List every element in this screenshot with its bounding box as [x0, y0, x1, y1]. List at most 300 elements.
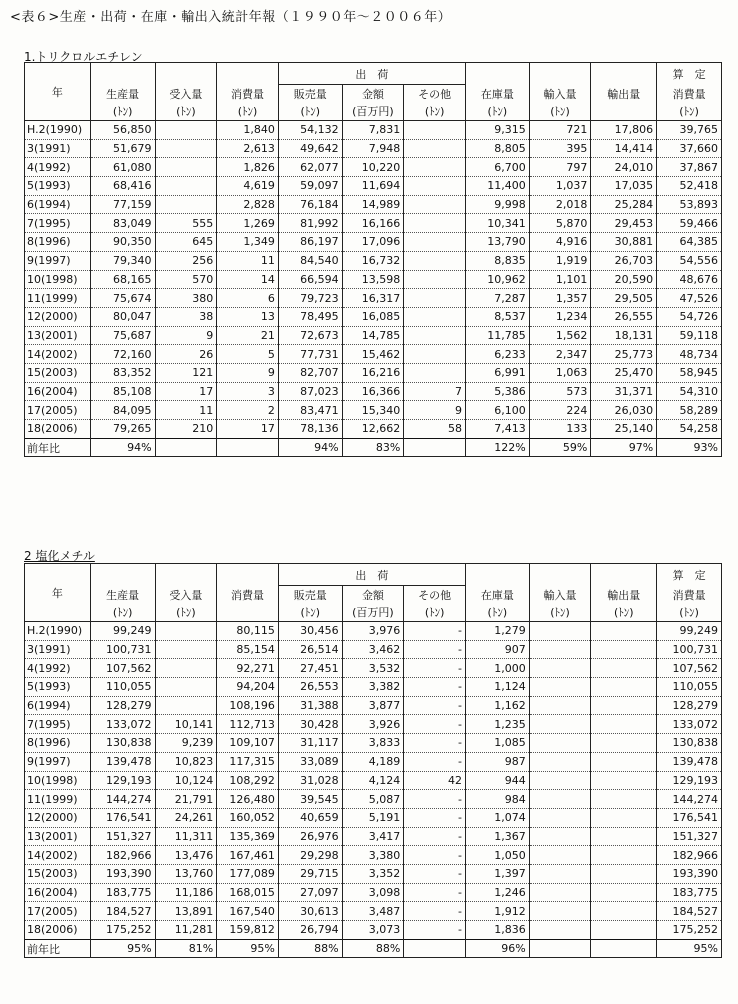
table-cell: 25,470	[591, 363, 657, 382]
table-cell: 2,018	[529, 195, 591, 214]
table-cell: 1,085	[465, 734, 529, 753]
header-exports-top	[591, 564, 657, 586]
table-cell	[591, 808, 657, 827]
table-cell	[529, 846, 591, 865]
table-cell: 128,279	[657, 696, 722, 715]
table-cell: 11,785	[465, 326, 529, 345]
table-cell: 175,252	[90, 921, 155, 940]
table-cell: 99,249	[657, 622, 722, 641]
table-cell: 58	[404, 420, 466, 439]
table-cell: 11,186	[155, 883, 217, 902]
table-cell: -	[404, 790, 466, 809]
table-cell	[155, 158, 217, 177]
ratio-cell	[529, 939, 591, 958]
table-cell: 64,385	[657, 233, 722, 252]
table-cell: -	[404, 808, 466, 827]
table-cell: 168,015	[217, 883, 279, 902]
header-unit: (百万円)	[342, 604, 404, 622]
table-cell: 16,732	[342, 251, 404, 270]
table-cell: 151,327	[657, 827, 722, 846]
table-cell: 51,679	[90, 139, 155, 158]
table-cell: 9,239	[155, 734, 217, 753]
table-cell	[404, 195, 466, 214]
table-cell: 26,794	[278, 921, 342, 940]
table-cell: 193,390	[90, 864, 155, 883]
table-cell: 987	[465, 752, 529, 771]
table-cell: 3,462	[342, 640, 404, 659]
table-cell: 3,532	[342, 659, 404, 678]
table-row	[25, 270, 722, 289]
table-cell	[155, 121, 217, 140]
table-cell: 210	[155, 420, 217, 439]
table-cell: 3,382	[342, 678, 404, 697]
table-cell: 984	[465, 790, 529, 809]
table-cell: 6,100	[465, 401, 529, 420]
table-cell: 61,080	[90, 158, 155, 177]
table-cell: 58,289	[657, 401, 722, 420]
ratio-cell: 96%	[465, 939, 529, 958]
table-cell	[529, 808, 591, 827]
table-cell: 100,731	[90, 640, 155, 659]
table-cell: 907	[465, 640, 529, 659]
table-cell: 14	[217, 270, 279, 289]
table-cell: 40,659	[278, 808, 342, 827]
table-cell: 24,261	[155, 808, 217, 827]
table-cell: 27,097	[278, 883, 342, 902]
table-cell: 721	[529, 121, 591, 140]
ratio-cell: 97%	[591, 438, 657, 457]
table-cell: 94,204	[217, 678, 279, 697]
table-cell: 7,413	[465, 420, 529, 439]
table-cell: 79,723	[278, 289, 342, 308]
table-cell: 645	[155, 233, 217, 252]
table-cell: 5,087	[342, 790, 404, 809]
table-cell: -	[404, 696, 466, 715]
row-year-cell: 6(1994)	[25, 195, 91, 214]
ratio-label: 前年比	[25, 438, 91, 457]
table-cell: 133,072	[657, 715, 722, 734]
row-year-cell: 18(2006)	[25, 921, 91, 940]
header-unit: (百万円)	[342, 103, 404, 121]
table-cell: -	[404, 715, 466, 734]
table-cell: 7,948	[342, 139, 404, 158]
table-cell: -	[404, 846, 466, 865]
table-cell: 1,826	[217, 158, 279, 177]
table-cell: 130,838	[657, 734, 722, 753]
table-cell: 29,453	[591, 214, 657, 233]
table-cell	[529, 771, 591, 790]
table-cell	[591, 790, 657, 809]
table-cell: 48,734	[657, 345, 722, 364]
header-calc-top: 算 定	[657, 63, 722, 85]
table-cell: -	[404, 827, 466, 846]
table-cell: 107,562	[657, 659, 722, 678]
header-inventory-top	[465, 63, 529, 85]
table-cell: 72,160	[90, 345, 155, 364]
table-row	[25, 790, 722, 809]
row-year-cell: 14(2002)	[25, 345, 91, 364]
header-unit: (ﾄﾝ)	[278, 103, 342, 121]
stats-table-trichloroethylene	[24, 62, 722, 457]
table-cell: 84,540	[278, 251, 342, 270]
row-year-cell: 4(1992)	[25, 659, 91, 678]
row-year-cell: 5(1993)	[25, 678, 91, 697]
table-cell	[155, 659, 217, 678]
table-cell: 139,478	[90, 752, 155, 771]
table-cell: 3,380	[342, 846, 404, 865]
table-cell	[404, 307, 466, 326]
table-cell: 1,037	[529, 177, 591, 196]
table-cell	[155, 139, 217, 158]
ratio-row	[25, 438, 722, 457]
table-cell: 3,417	[342, 827, 404, 846]
row-year-cell: 8(1996)	[25, 734, 91, 753]
table-cell	[591, 678, 657, 697]
table-cell: 126,480	[217, 790, 279, 809]
table-cell: 30,881	[591, 233, 657, 252]
header-unit	[591, 103, 657, 121]
table-cell: 6	[217, 289, 279, 308]
header-imports: 輸入量	[529, 85, 591, 103]
table-cell: 2	[217, 401, 279, 420]
table-cell: 184,527	[657, 902, 722, 921]
header-other: その他	[404, 85, 466, 103]
table-cell: 135,369	[217, 827, 279, 846]
table-cell: 29,715	[278, 864, 342, 883]
table-cell: 31,371	[591, 382, 657, 401]
table-cell	[591, 734, 657, 753]
table-cell: 79,340	[90, 251, 155, 270]
table-cell: 3,877	[342, 696, 404, 715]
table-row	[25, 752, 722, 771]
table-cell: 1,124	[465, 678, 529, 697]
ratio-cell	[155, 438, 217, 457]
table-cell: 112,713	[217, 715, 279, 734]
ratio-cell: 95%	[657, 939, 722, 958]
table-cell: 167,461	[217, 846, 279, 865]
header-unit: (ﾄﾝ)	[278, 604, 342, 622]
table-row	[25, 195, 722, 214]
table-cell: 29,505	[591, 289, 657, 308]
table-row	[25, 640, 722, 659]
table-row	[25, 289, 722, 308]
table-cell: 944	[465, 771, 529, 790]
table-cell: 85,154	[217, 640, 279, 659]
table-cell: 26,555	[591, 307, 657, 326]
table-cell: 1,349	[217, 233, 279, 252]
table-cell: 1,050	[465, 846, 529, 865]
table-cell: 133	[529, 420, 591, 439]
table-cell: 48,676	[657, 270, 722, 289]
header-exports-top	[591, 63, 657, 85]
table-row	[25, 883, 722, 902]
table-cell	[404, 139, 466, 158]
table-cell	[591, 752, 657, 771]
table-cell	[404, 289, 466, 308]
table-cell: 49,642	[278, 139, 342, 158]
table-cell: 1,235	[465, 715, 529, 734]
table-cell: 10,823	[155, 752, 217, 771]
header-consumption: 消費量	[217, 586, 279, 604]
table-cell: 30,613	[278, 902, 342, 921]
table-cell: 133,072	[90, 715, 155, 734]
table-cell: 159,812	[217, 921, 279, 940]
table-cell: -	[404, 678, 466, 697]
table-cell: 38	[155, 307, 217, 326]
table-cell: -	[404, 640, 466, 659]
table-cell: 193,390	[657, 864, 722, 883]
table-cell	[155, 696, 217, 715]
table-cell: -	[404, 921, 466, 940]
table-cell: 13,476	[155, 846, 217, 865]
table-cell: 17,035	[591, 177, 657, 196]
table-cell: 16,317	[342, 289, 404, 308]
table-row	[25, 233, 722, 252]
table-cell: 2,347	[529, 345, 591, 364]
header-unit: (ﾄﾝ)	[529, 103, 591, 121]
table-cell: 8,805	[465, 139, 529, 158]
header-exports: 輸出量	[591, 586, 657, 604]
table-cell	[404, 363, 466, 382]
header-unit	[217, 604, 279, 622]
row-year-cell: 11(1999)	[25, 790, 91, 809]
table-cell: 26,514	[278, 640, 342, 659]
table-cell: 21,791	[155, 790, 217, 809]
table-cell: 30,428	[278, 715, 342, 734]
table-cell: 1,101	[529, 270, 591, 289]
table-row	[25, 921, 722, 940]
table-cell	[591, 696, 657, 715]
row-year-cell: 10(1998)	[25, 771, 91, 790]
header-unit: (ﾄﾝ)	[404, 604, 466, 622]
table-row	[25, 715, 722, 734]
table-cell: 26,553	[278, 678, 342, 697]
header-receipt: 受入量	[155, 85, 217, 103]
table-cell: 10,341	[465, 214, 529, 233]
table-cell: 20,590	[591, 270, 657, 289]
table-row	[25, 363, 722, 382]
ratio-row	[25, 939, 722, 958]
table-cell: 109,107	[217, 734, 279, 753]
section-title-methyl-chloride: 2 塩化メチル	[24, 549, 95, 563]
table-row	[25, 420, 722, 439]
table-cell	[529, 678, 591, 697]
table-cell: 16,366	[342, 382, 404, 401]
table-cell: 39,545	[278, 790, 342, 809]
table-cell: 177,089	[217, 864, 279, 883]
table-cell: 3,976	[342, 622, 404, 641]
table-cell	[404, 251, 466, 270]
table-row	[25, 827, 722, 846]
table-row	[25, 251, 722, 270]
table-cell: -	[404, 734, 466, 753]
table-row	[25, 345, 722, 364]
table-cell	[155, 640, 217, 659]
header-unit: (ﾄﾝ)	[90, 103, 155, 121]
table-row	[25, 382, 722, 401]
header-imports-top	[529, 63, 591, 85]
table-cell	[591, 921, 657, 940]
header-unit: (ﾄﾝ)	[155, 103, 217, 121]
table-cell	[529, 902, 591, 921]
table-row	[25, 659, 722, 678]
table-cell: 78,136	[278, 420, 342, 439]
table-cell	[529, 883, 591, 902]
row-year-cell: 9(1997)	[25, 752, 91, 771]
table-cell: 54,310	[657, 382, 722, 401]
table-cell: 9,998	[465, 195, 529, 214]
table-cell: 83,049	[90, 214, 155, 233]
header-year: 年	[25, 564, 91, 622]
table-cell: 59,118	[657, 326, 722, 345]
table-cell: 176,541	[657, 808, 722, 827]
table-row	[25, 734, 722, 753]
table-cell: 75,687	[90, 326, 155, 345]
table-row	[25, 307, 722, 326]
table-cell: 54,258	[657, 420, 722, 439]
header-calc-top: 算 定	[657, 564, 722, 586]
table-cell: 13,760	[155, 864, 217, 883]
row-year-cell: 8(1996)	[25, 233, 91, 252]
header-unit: (ﾄﾝ)	[90, 604, 155, 622]
table-row	[25, 622, 722, 641]
header-unit: (ﾄﾝ)	[529, 604, 591, 622]
header-unit: (ﾄﾝ)	[657, 604, 722, 622]
table-cell: 13	[217, 307, 279, 326]
table-cell: 1,000	[465, 659, 529, 678]
table-cell: 117,315	[217, 752, 279, 771]
table-cell: 15,340	[342, 401, 404, 420]
table-cell: 27,451	[278, 659, 342, 678]
table-cell	[529, 715, 591, 734]
table-cell: 183,775	[90, 883, 155, 902]
table-cell: 56,850	[90, 121, 155, 140]
table-cell: 82,707	[278, 363, 342, 382]
table-cell: 139,478	[657, 752, 722, 771]
table-cell	[155, 678, 217, 697]
table-row	[25, 771, 722, 790]
header-unit: (ﾄﾝ)	[465, 604, 529, 622]
table-row	[25, 158, 722, 177]
row-year-cell: 16(2004)	[25, 382, 91, 401]
table-cell	[529, 734, 591, 753]
table-cell: 18,131	[591, 326, 657, 345]
ratio-cell	[404, 939, 466, 958]
table-cell	[591, 771, 657, 790]
table-cell	[591, 640, 657, 659]
table-cell: 16,166	[342, 214, 404, 233]
table-cell: 8,537	[465, 307, 529, 326]
table-cell: 31,117	[278, 734, 342, 753]
table-cell: 3	[217, 382, 279, 401]
table-cell: 83,352	[90, 363, 155, 382]
table-cell: 10,962	[465, 270, 529, 289]
table-cell: 26,030	[591, 401, 657, 420]
row-year-cell: 15(2003)	[25, 864, 91, 883]
table-cell: 3,833	[342, 734, 404, 753]
table-cell: 1,269	[217, 214, 279, 233]
header-inventory-top	[465, 564, 529, 586]
row-year-cell: H.2(1990)	[25, 121, 91, 140]
table-cell: 62,077	[278, 158, 342, 177]
table-cell: -	[404, 622, 466, 641]
stats-table-methyl-chloride	[24, 563, 722, 958]
table-cell: 1,063	[529, 363, 591, 382]
row-year-cell: 15(2003)	[25, 363, 91, 382]
ratio-cell: 81%	[155, 939, 217, 958]
header-imports: 輸入量	[529, 586, 591, 604]
table-cell: 25,773	[591, 345, 657, 364]
table-cell	[591, 659, 657, 678]
header-production-top	[90, 63, 155, 85]
table-cell: -	[404, 883, 466, 902]
table-cell: 1,562	[529, 326, 591, 345]
table-cell	[591, 827, 657, 846]
row-year-cell: 4(1992)	[25, 158, 91, 177]
header-unit: (ﾄﾝ)	[155, 604, 217, 622]
table-cell: 110,055	[657, 678, 722, 697]
row-year-cell: 13(2001)	[25, 827, 91, 846]
table-cell: 182,966	[90, 846, 155, 865]
table-cell: 1,840	[217, 121, 279, 140]
table-cell: 7,287	[465, 289, 529, 308]
table-cell: 1,836	[465, 921, 529, 940]
table-cell: 128,279	[90, 696, 155, 715]
table-cell	[404, 326, 466, 345]
table-cell	[404, 233, 466, 252]
table-cell: 26	[155, 345, 217, 364]
table-cell: 3,073	[342, 921, 404, 940]
header-other: その他	[404, 586, 466, 604]
table-cell	[591, 846, 657, 865]
table-cell: 1,234	[529, 307, 591, 326]
header-calc-bottom: 消費量	[657, 85, 722, 103]
table-row	[25, 214, 722, 233]
row-year-cell: 10(1998)	[25, 270, 91, 289]
table-cell: 13,790	[465, 233, 529, 252]
table-row	[25, 401, 722, 420]
table-cell: 184,527	[90, 902, 155, 921]
table-cell	[529, 659, 591, 678]
ratio-label: 前年比	[25, 939, 91, 958]
table-cell: 9	[155, 326, 217, 345]
table-cell: 58,945	[657, 363, 722, 382]
table-header	[25, 63, 722, 121]
table-cell: 77,159	[90, 195, 155, 214]
table-cell: 9	[404, 401, 466, 420]
table-cell: 573	[529, 382, 591, 401]
table-cell: 25,284	[591, 195, 657, 214]
table-row	[25, 139, 722, 158]
table-cell: 144,274	[657, 790, 722, 809]
header-amount: 金額	[342, 586, 404, 604]
table-cell: 121	[155, 363, 217, 382]
table-cell: 14,989	[342, 195, 404, 214]
table-cell: 5,191	[342, 808, 404, 827]
table-cell: 16,085	[342, 307, 404, 326]
table-cell: 1,912	[465, 902, 529, 921]
table-cell: 24,010	[591, 158, 657, 177]
table-cell: 72,673	[278, 326, 342, 345]
table-cell: 129,193	[90, 771, 155, 790]
table-cell: 9,315	[465, 121, 529, 140]
table-cell: 7,831	[342, 121, 404, 140]
header-unit: (ﾄﾝ)	[657, 103, 722, 121]
table-cell: 37,660	[657, 139, 722, 158]
table-cell: 92,271	[217, 659, 279, 678]
table-cell: 99,249	[90, 622, 155, 641]
table-row	[25, 326, 722, 345]
